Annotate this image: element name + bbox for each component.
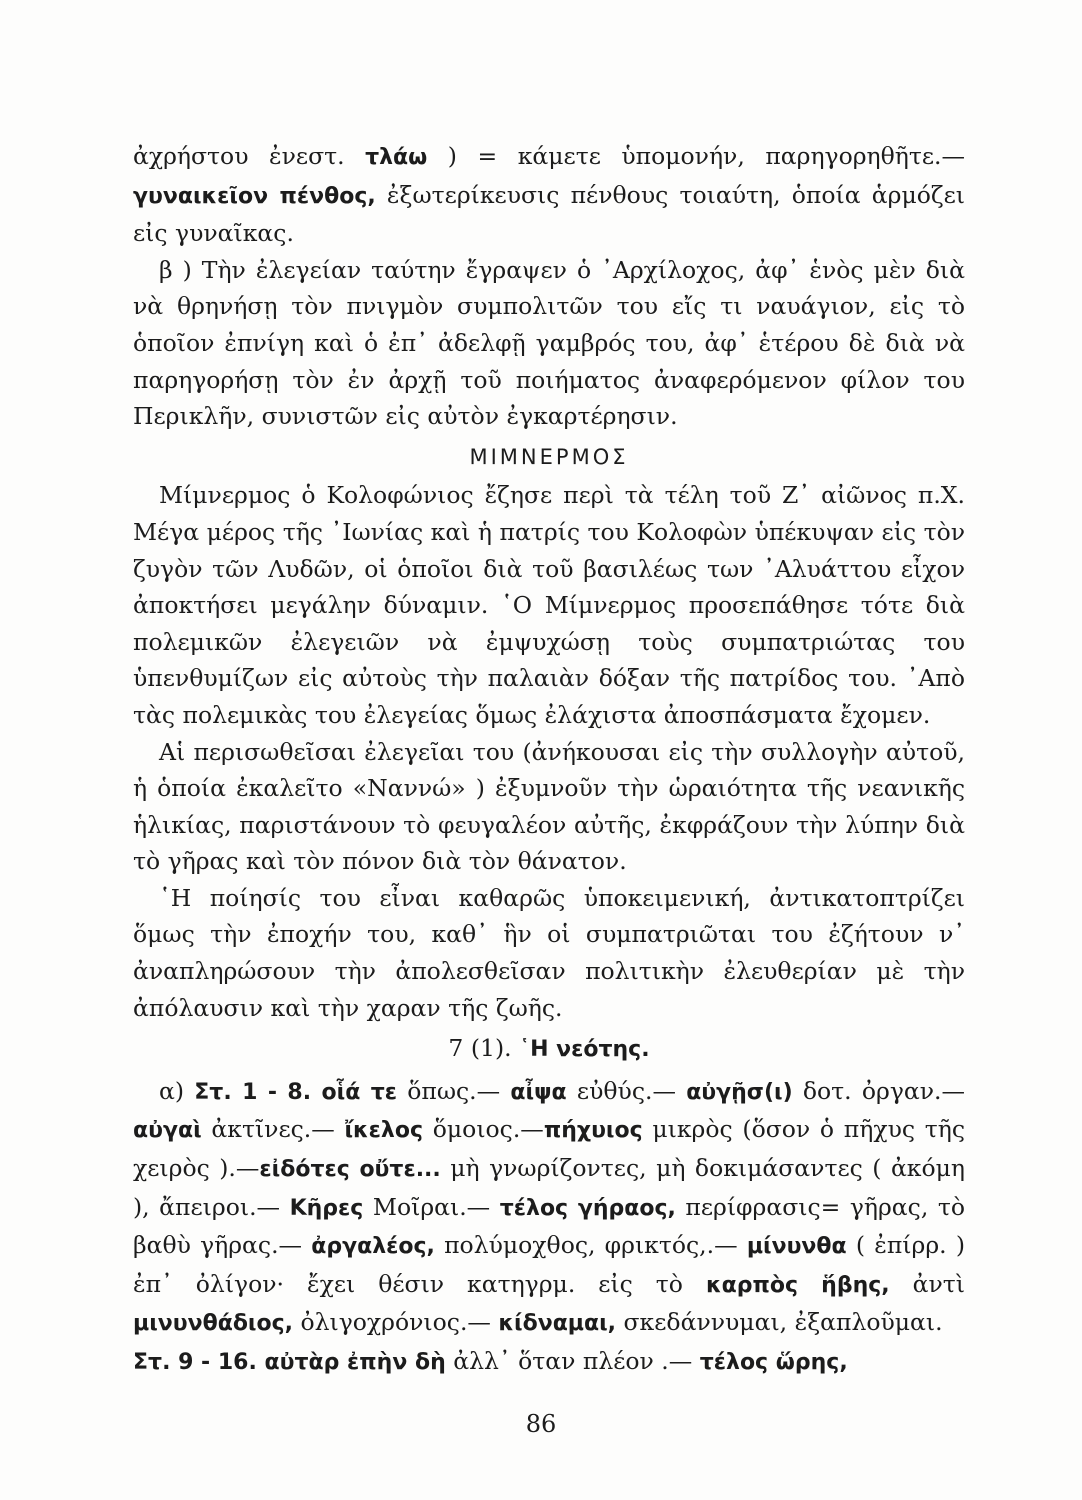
- paragraph-notes-9-16: Στ. 9 - 16. αὐτὰρ ἐπὴν δὴ ἀλλ᾿ ὅταν πλέον .— τέλος ὥρης,: [133, 1347, 848, 1375]
- bold-term: Κῆρες: [289, 1195, 364, 1221]
- bold-term: γυναικεῖον πένθος,: [133, 183, 376, 209]
- page-number: 86: [525, 1410, 557, 1438]
- bold-term: αὐγῇσ(ι): [686, 1079, 793, 1105]
- paragraph-notes-1-8: α) Στ. 1 - 8. οἷά τε ὅπως.— αἶψα εὐθύς.— αὐγῇσ(ι) δοτ. ὀργαν.— αὐγαὶ ἀκτῖνες.— ἴκελος ὅμοιος.—πήχυιος μικρὸς (ὅσον ὁ πῆχυς τῆς χειρὸς ).—εἰδότες οὔτε... μὴ γνωρίζοντες, μὴ δοκιμάσαντες ( ἀκόμη ), ἄπειροι.— Κῆρες Μοῖραι.— τέλος γήραος, περίφρασις= γῆρας, τὸ βαθὺ γῆρας.— ἀργαλέος, πολύμοχθος, φρικτός,.— μίνυνθα ( ἐπίρρ. ) ἐπ᾿ ὀλίγον· ἔχει θέσιν κατηγρμ. εἰς τὸ καρπὸς ἥβης, ἀντὶ μινυνθάδιος, ὀλιγοχρόνιος.— κίδναμαι, σκεδάννυμαι, ἐξαπλοῦμαι.: [133, 1076, 966, 1337]
- bold-term: μινυνθάδιος,: [133, 1311, 294, 1337]
- bold-term: μίνυνθα: [746, 1234, 847, 1260]
- bold-term: εἰδότες οὔτε...: [259, 1157, 441, 1183]
- bold-term: καρπὸς ἥβης,: [705, 1272, 890, 1298]
- bold-term: ἀργαλέος,: [311, 1234, 435, 1260]
- poem-heading: 7 (1). ῾Η νεότης.: [448, 1034, 650, 1063]
- bold-term: κίδναμαι,: [498, 1311, 617, 1337]
- bold-term: πήχυιος: [543, 1118, 643, 1144]
- paragraph-archilochus: β ) Τὴν ἐλεγείαν ταύτην ἔγραψεν ὁ ᾿Αρχίλοχος, ἀφ᾿ ἑνὸς μὲν διὰ νὰ θρηνήσῃ τὸν πνιγμὸν συμπολιτῶν του εἴς τι ναυάγιον, εἰς τὸ ὁποῖον ἐπνίγη καὶ ὁ ἐπ᾿ ἀδελφῇ γαμβρός του, ἀφ᾿ ἑτέρου δὲ διὰ νὰ παρηγορήσῃ τὸν ἐν ἀρχῇ τοῦ ποιήματος ἀναφερόμενον φίλον του Περικλῆν, συνιστῶν εἰς αὐτὸν ἐγκαρτέρησιν.: [133, 255, 965, 431]
- bold-term: Στ. 9 - 16. αὐτὰρ ἐπὴν δὴ: [133, 1350, 446, 1375]
- bold-term: Στ. 1 - 8. οἷά τε: [194, 1079, 398, 1105]
- bold-term: αὐγαὶ: [133, 1118, 202, 1144]
- poem-title: ῾Η νεότης.: [519, 1037, 650, 1063]
- bold-term: τλάω: [365, 145, 428, 170]
- section-heading: ΜΙΜΝΕΡΜΟΣ: [469, 444, 629, 469]
- bold-term: τέλος γήραος,: [499, 1195, 676, 1221]
- paragraph-elegies: Αἱ περισωθεῖσαι ἐλεγεῖαι του (ἀνήκουσαι εἰς τὴν συλλογὴν αὐτοῦ, ἡ ὁποία ἐκαλεῖτο «Ναννώ» ) ἐξυμνοῦν τὴν ὡραιότητα τῆς νεανικῆς ἡλικίας, παριστάνουν τὸ φευγαλέον αὐτῆς, ἐκφράζουν τὴν λύπην διὰ τὸ γῆρας καὶ τὸν πόνον διὰ τὸν θάνατον.: [133, 737, 965, 876]
- paragraph-glossary-intro: ἀχρήστου ἐνεστ. τλάω ) = κάμετε ὑπομονήν, παρηγορηθῆτε.— γυναικεῖον πένθος, ἐξωτερίκευσις πένθους τοιαύτη, ὁποία ἁρμόζει εἰς γυναῖκας.: [133, 142, 965, 248]
- bold-term: ἴκελος: [344, 1118, 424, 1144]
- paragraph-poetry: ῾Η ποίησίς του εἶναι καθαρῶς ὑποκειμενική, ἀντικατοπτρίζει ὅμως τὴν ἐποχήν του, καθ᾿ ἣν οἱ συμπατριῶται του ἐζήτουν ν᾿ ἀναπληρώσουν τὴν ἀπολεσθεῖσαν πολιτικὴν ἐλευθερίαν μὲ τὴν ἀπόλαυσιν καὶ τὴν χαραν τῆς ζωῆς.: [133, 883, 965, 1022]
- paragraph-mimnermus-bio: Μίμνερμος ὁ Κολοφώνιος ἔζησε περὶ τὰ τέλη τοῦ Ζ᾿ αἰῶνος π.Χ. Μέγα μέρος τῆς ᾿Ιωνίας καὶ ἡ πατρίς του Κολοφὼν ὑπέκυψαν εἰς τὸν ζυγὸν τῶν Λυδῶν, οἱ ὁποῖοι διὰ τοῦ βασιλέως των ᾿Αλυάττου εἶχον ἀποκτήσει μεγάλην δύναμιν. ῾Ο Μίμνερμος προσεπάθησε τότε διὰ πολεμικῶν ἐλεγειῶν νὰ ἐμψυχώσῃ τοὺς συμπατριώτας του ὑπενθυμίζων εἰς αὐτοὺς τὴν παλαιὰν δόξαν τῆς πατρίδος του. ᾿Απὸ τὰς πολεμικὰς του ἐλεγείας ὅμως ἐλάχιστα ἀποσπάσματα ἔχομεν.: [133, 481, 965, 729]
- bold-term: τέλος ὥρης,: [699, 1350, 848, 1375]
- page-body: [133, 138, 965, 1382]
- bold-term: αἶψα: [510, 1079, 567, 1105]
